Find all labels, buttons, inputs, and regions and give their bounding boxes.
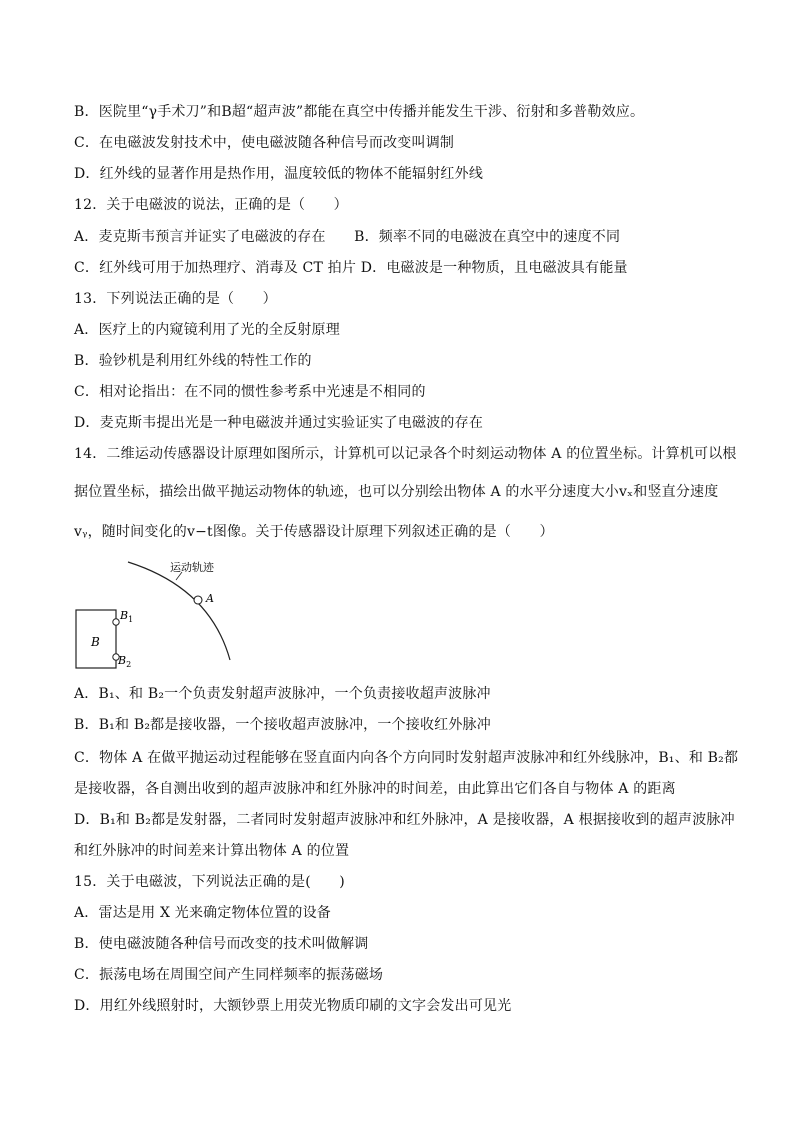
sensor-b1-label: $B_1$ xyxy=(120,609,134,624)
sensor-b2-label: $B_2$ xyxy=(118,654,132,669)
option-b-q11: B．医院里“γ手术刀”和B超“超声波”都能在真空中传播并能发生干涉、衍射和多普勒效应。 xyxy=(74,104,645,120)
question-15-stem: 15．关于电磁波，下列说法正确的是( ) xyxy=(74,874,345,890)
question-15-option-a: A．雷达是用 X 光来确定物体位置的设备 xyxy=(74,905,331,921)
question-13-option-d: D．麦克斯韦提出光是一种电磁波并通过实验证实了电磁波的存在 xyxy=(74,415,484,431)
question-14-stem-line3: vᵧ，随时间变化的v−t图像。关于传感器设计原理下列叙述正确的是（ ） xyxy=(74,524,554,540)
option-c-q11: C．在电磁波发射技术中，使电磁波随各种信号而改变叫调制 xyxy=(74,135,455,151)
question-12-options-ab: A．麦克斯韦预言并证实了电磁波的存在 B．频率不同的电磁波在真空中的速度不同 xyxy=(74,229,621,245)
question-14-option-c-line2: 是接收器，各自测出收到的超声波脉冲和红外脉冲的时间差，由此算出它们各自与物体 A 的距离 xyxy=(74,781,676,797)
question-14-option-a: A．B₁、和 B₂一个负责发射超声波脉冲，一个负责接收超声波脉冲 xyxy=(74,686,491,702)
question-14-stem-line2: 据位置坐标，描绘出做平抛运动物体的轨迹，也可以分别绘出物体 A 的水平分速度大小vₓ和竖直分速度 xyxy=(74,484,719,500)
motion-sensor-diagram xyxy=(70,558,250,674)
option-d-q11: D．红外线的显著作用是热作用，温度较低的物体不能辐射红外线 xyxy=(74,166,484,182)
object-a-label: A xyxy=(206,592,214,605)
object-a-point xyxy=(194,596,202,604)
question-14-option-c-line1: C．物体 A 在做平抛运动过程能够在竖直面内向各个方向同时发射超声波脉冲和红外线脉冲，B₁、和 B₂都 xyxy=(74,750,739,766)
question-15-option-d: D．用红外线照射时，大额钞票上用荧光物质印刷的文字会发出可见光 xyxy=(74,998,512,1014)
question-12-options-cd: C．红外线可用于加热理疗、消毒及 CT 拍片 D．电磁波是一种物质，且电磁波具有能量 xyxy=(74,260,628,276)
question-14-option-b: B．B₁和 B₂都是接收器，一个接收超声波脉冲，一个接收红外脉冲 xyxy=(74,717,491,733)
question-15-option-b: B．使电磁波随各种信号而改变的技术叫做解调 xyxy=(74,936,369,952)
sensor-b1-point xyxy=(113,619,119,625)
question-12-stem: 12．关于电磁波的说法，正确的是（ ） xyxy=(74,197,348,213)
question-13-option-c: C．相对论指出：在不同的惯性参考系中光速是不相同的 xyxy=(74,384,426,400)
question-13-option-a: A．医疗上的内窥镜利用了光的全反射原理 xyxy=(74,322,340,338)
question-15-option-c: C．振荡电场在周围空间产生同样频率的振荡磁场 xyxy=(74,967,384,983)
question-13-stem: 13．下列说法正确的是（ ） xyxy=(74,291,277,307)
trajectory-curve xyxy=(128,562,230,660)
trajectory-label: 运动轨迹 xyxy=(170,561,214,574)
question-14-option-d-line2: 和红外脉冲的时间差来计算出物体 A 的位置 xyxy=(74,843,350,859)
question-14-option-d-line1: D．B₁和 B₂都是发射器，二者同时发射超声波脉冲和红外脉冲，A 是接收器，A 根据接收到的超声波脉冲 xyxy=(74,812,735,828)
question-13-option-b: B．验钞机是利用红外线的特性工作的 xyxy=(74,353,312,369)
question-14-stem-line1: 14．二维运动传感器设计原理如图所示，计算机可以记录各个时刻运动物体 A 的位置坐标。计算机可以根 xyxy=(74,446,737,462)
sensor-box-label: B xyxy=(91,635,100,649)
